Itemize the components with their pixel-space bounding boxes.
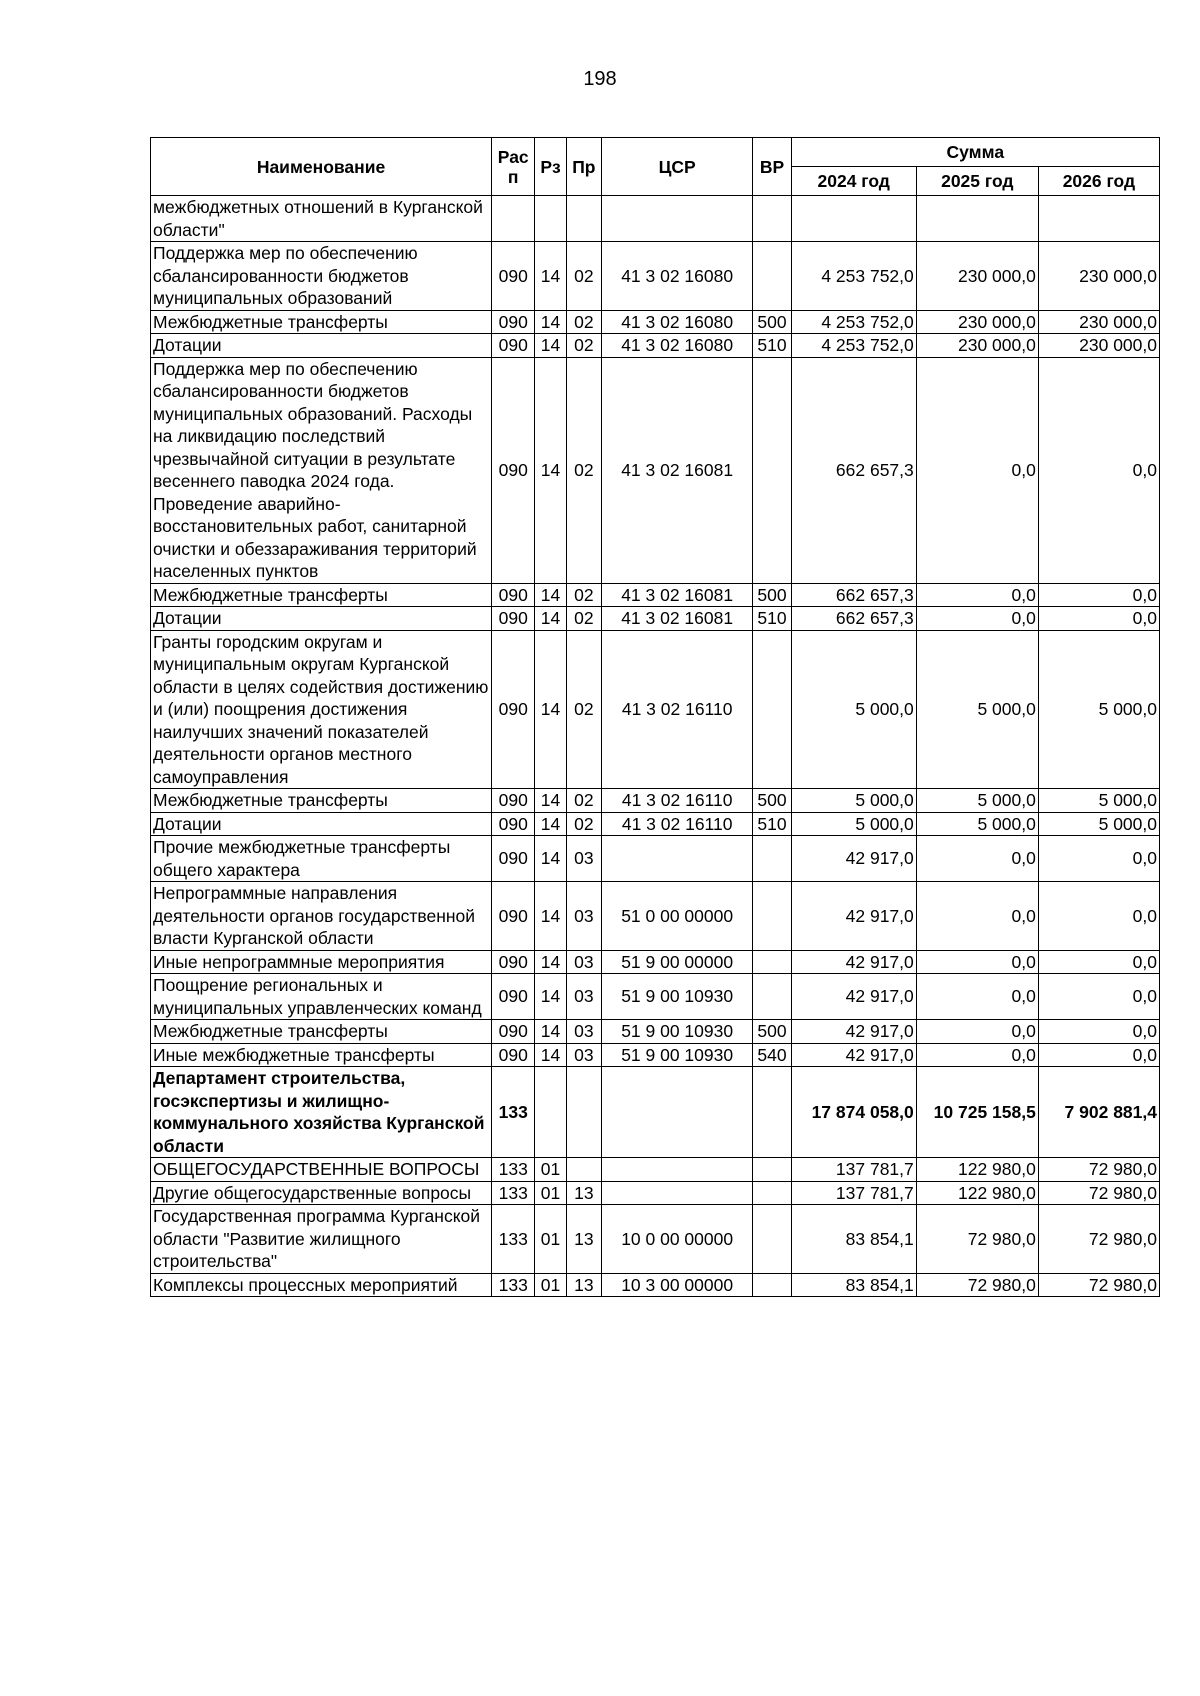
cell-csr: [601, 1181, 752, 1205]
cell-sum-2024: 42 917,0: [791, 974, 916, 1020]
cell-vr: [753, 357, 791, 583]
header-rz: Рз: [535, 138, 566, 196]
cell-sum-2025: 230 000,0: [916, 334, 1038, 358]
cell-sum-2025: 72 980,0: [916, 1205, 1038, 1274]
cell-sum-2026: 230 000,0: [1038, 310, 1159, 334]
cell-sum-2026: 5 000,0: [1038, 812, 1159, 836]
cell-csr: 41 3 02 16110: [601, 789, 752, 813]
cell-pr: 13: [566, 1205, 601, 1274]
cell-rz: 01: [535, 1205, 566, 1274]
cell-sum-2026: 0,0: [1038, 1043, 1159, 1067]
cell-sum-2026: 230 000,0: [1038, 242, 1159, 311]
cell-rasp: 090: [492, 812, 535, 836]
cell-rasp: 090: [492, 242, 535, 311]
cell-sum-2024: 42 917,0: [791, 882, 916, 951]
cell-sum-2024: 4 253 752,0: [791, 334, 916, 358]
cell-pr: 03: [566, 882, 601, 951]
table-row: [151, 974, 1160, 1020]
cell-sum-2024: [791, 196, 916, 242]
cell-sum-2026: 0,0: [1038, 836, 1159, 882]
cell-sum-2024: 83 854,1: [791, 1205, 916, 1274]
cell-csr: 10 0 00 00000: [601, 1205, 752, 1274]
cell-sum-2025: 5 000,0: [916, 789, 1038, 813]
cell-sum-2025: 5 000,0: [916, 630, 1038, 789]
cell-name: Гранты городским округам и муниципальным округам Курганской области в целях содействия достижению и (или) поощрения достижения наилучших значений показателей деятельности органов местного самоуправления: [151, 630, 492, 789]
cell-rz: 14: [535, 974, 566, 1020]
cell-sum-2026: 5 000,0: [1038, 630, 1159, 789]
header-rasp: Рас п: [492, 138, 535, 196]
cell-sum-2025: 0,0: [916, 950, 1038, 974]
cell-pr: [566, 1067, 601, 1158]
header-name: Наименование: [151, 138, 492, 196]
cell-vr: [753, 836, 791, 882]
cell-name: межбюджетных отношений в Курганской области": [151, 196, 492, 242]
cell-rz: 14: [535, 607, 566, 631]
cell-sum-2026: 72 980,0: [1038, 1273, 1159, 1297]
cell-pr: 03: [566, 1020, 601, 1044]
cell-sum-2024: 83 854,1: [791, 1273, 916, 1297]
cell-name: Непрограммные направления деятельности органов государственной власти Курганской области: [151, 882, 492, 951]
cell-name: Государственная программа Курганской области "Развитие жилищного строительства": [151, 1205, 492, 1274]
cell-rasp: 090: [492, 583, 535, 607]
cell-rz: 14: [535, 836, 566, 882]
cell-rasp: 133: [492, 1181, 535, 1205]
cell-sum-2024: 662 657,3: [791, 583, 916, 607]
table-row: [151, 607, 1160, 631]
cell-vr: [753, 1067, 791, 1158]
cell-pr: 02: [566, 812, 601, 836]
cell-sum-2025: 0,0: [916, 583, 1038, 607]
cell-rz: 14: [535, 242, 566, 311]
cell-vr: [753, 1205, 791, 1274]
table-row: [151, 630, 1160, 789]
header-csr: ЦСР: [601, 138, 752, 196]
cell-name: Межбюджетные трансферты: [151, 1020, 492, 1044]
cell-csr: 51 9 00 10930: [601, 974, 752, 1020]
table-row: [151, 310, 1160, 334]
cell-name: Другие общегосударственные вопросы: [151, 1181, 492, 1205]
cell-rasp: 133: [492, 1273, 535, 1297]
table-row: [151, 357, 1160, 583]
cell-vr: 510: [753, 334, 791, 358]
cell-name: Поддержка мер по обеспечению сбалансированности бюджетов муниципальных образований: [151, 242, 492, 311]
cell-sum-2025: 0,0: [916, 607, 1038, 631]
cell-name: Департамент строительства, госэкспертизы и жилищно-коммунального хозяйства Курганской области: [151, 1067, 492, 1158]
cell-pr: 02: [566, 310, 601, 334]
table-row: [151, 950, 1160, 974]
cell-rasp: 090: [492, 950, 535, 974]
cell-name: Дотации: [151, 334, 492, 358]
table-row-department: [151, 1067, 1160, 1158]
cell-rz: 14: [535, 1043, 566, 1067]
cell-sum-2025: 230 000,0: [916, 310, 1038, 334]
cell-pr: [566, 196, 601, 242]
page-number: 198: [583, 68, 617, 90]
table-row: [151, 334, 1160, 358]
cell-sum-2025: 122 980,0: [916, 1158, 1038, 1182]
cell-sum-2024: 662 657,3: [791, 357, 916, 583]
cell-sum-2025: 0,0: [916, 1043, 1038, 1067]
cell-csr: 41 3 02 16110: [601, 812, 752, 836]
cell-sum-2026: 72 980,0: [1038, 1181, 1159, 1205]
cell-pr: 02: [566, 607, 601, 631]
cell-pr: 13: [566, 1273, 601, 1297]
header-year-2025: 2025 год: [916, 167, 1038, 196]
cell-sum-2025: [916, 196, 1038, 242]
cell-vr: 510: [753, 607, 791, 631]
cell-sum-2024: 17 874 058,0: [791, 1067, 916, 1158]
cell-csr: 41 3 02 16080: [601, 242, 752, 311]
cell-vr: [753, 950, 791, 974]
header-year-2024: 2024 год: [791, 167, 916, 196]
cell-rz: 14: [535, 334, 566, 358]
cell-sum-2024: 42 917,0: [791, 836, 916, 882]
cell-vr: 510: [753, 812, 791, 836]
cell-rz: 14: [535, 950, 566, 974]
cell-rasp: 090: [492, 1043, 535, 1067]
cell-pr: 03: [566, 1043, 601, 1067]
cell-rasp: 090: [492, 789, 535, 813]
cell-sum-2024: 5 000,0: [791, 812, 916, 836]
cell-pr: 02: [566, 357, 601, 583]
cell-sum-2025: 0,0: [916, 357, 1038, 583]
cell-rasp: 090: [492, 334, 535, 358]
cell-sum-2026: 0,0: [1038, 583, 1159, 607]
cell-name: Дотации: [151, 607, 492, 631]
cell-csr: [601, 1067, 752, 1158]
cell-pr: 03: [566, 950, 601, 974]
cell-pr: 02: [566, 789, 601, 813]
cell-csr: 41 3 02 16081: [601, 583, 752, 607]
cell-rz: 14: [535, 882, 566, 951]
cell-sum-2025: 0,0: [916, 1020, 1038, 1044]
cell-sum-2026: 0,0: [1038, 357, 1159, 583]
cell-sum-2025: 10 725 158,5: [916, 1067, 1038, 1158]
cell-name: ОБЩЕГОСУДАРСТВЕННЫЕ ВОПРОСЫ: [151, 1158, 492, 1182]
cell-vr: [753, 882, 791, 951]
cell-rasp: 090: [492, 882, 535, 951]
cell-vr: 500: [753, 310, 791, 334]
cell-rz: [535, 196, 566, 242]
cell-name: Иные межбюджетные трансферты: [151, 1043, 492, 1067]
cell-rasp: 090: [492, 357, 535, 583]
cell-sum-2025: 0,0: [916, 974, 1038, 1020]
cell-name: Иные непрограммные мероприятия: [151, 950, 492, 974]
cell-name: Прочие межбюджетные трансферты общего характера: [151, 836, 492, 882]
cell-sum-2026: 0,0: [1038, 974, 1159, 1020]
cell-rz: 14: [535, 583, 566, 607]
cell-rasp: 090: [492, 607, 535, 631]
cell-csr: [601, 836, 752, 882]
table-row: [151, 1181, 1160, 1205]
cell-csr: [601, 196, 752, 242]
cell-csr: 41 3 02 16110: [601, 630, 752, 789]
cell-vr: [753, 974, 791, 1020]
table-row: [151, 583, 1160, 607]
cell-rz: 14: [535, 812, 566, 836]
cell-sum-2025: 0,0: [916, 836, 1038, 882]
cell-rasp: 133: [492, 1067, 535, 1158]
cell-vr: [753, 242, 791, 311]
cell-pr: 03: [566, 974, 601, 1020]
cell-sum-2025: 72 980,0: [916, 1273, 1038, 1297]
table-row: [151, 1043, 1160, 1067]
header-sum: Сумма: [791, 138, 1159, 167]
cell-sum-2025: 5 000,0: [916, 812, 1038, 836]
cell-rasp: 090: [492, 630, 535, 789]
cell-vr: [753, 1181, 791, 1205]
cell-csr: 51 9 00 00000: [601, 950, 752, 974]
cell-sum-2025: 122 980,0: [916, 1181, 1038, 1205]
table-row: [151, 812, 1160, 836]
cell-rz: 14: [535, 310, 566, 334]
cell-csr: [601, 1158, 752, 1182]
cell-vr: 540: [753, 1043, 791, 1067]
cell-vr: 500: [753, 1020, 791, 1044]
cell-rz: 14: [535, 789, 566, 813]
cell-sum-2026: 5 000,0: [1038, 789, 1159, 813]
cell-vr: [753, 630, 791, 789]
cell-sum-2026: 0,0: [1038, 607, 1159, 631]
cell-csr: 51 9 00 10930: [601, 1020, 752, 1044]
cell-sum-2025: 0,0: [916, 882, 1038, 951]
cell-rz: 14: [535, 357, 566, 583]
cell-csr: 41 3 02 16080: [601, 310, 752, 334]
cell-name: Комплексы процессных мероприятий: [151, 1273, 492, 1297]
cell-name: Межбюджетные трансферты: [151, 310, 492, 334]
cell-sum-2026: [1038, 196, 1159, 242]
table-row: [151, 836, 1160, 882]
cell-sum-2024: 4 253 752,0: [791, 310, 916, 334]
table-row: [151, 1205, 1160, 1274]
header-vr: ВР: [753, 138, 791, 196]
cell-pr: 02: [566, 334, 601, 358]
table-row: [151, 882, 1160, 951]
cell-rasp: [492, 196, 535, 242]
cell-csr: 51 0 00 00000: [601, 882, 752, 951]
table-row: [151, 789, 1160, 813]
cell-sum-2024: 42 917,0: [791, 1043, 916, 1067]
cell-pr: [566, 1158, 601, 1182]
budget-table: [150, 137, 1160, 1297]
cell-sum-2026: 72 980,0: [1038, 1158, 1159, 1182]
cell-pr: 02: [566, 583, 601, 607]
cell-pr: 13: [566, 1181, 601, 1205]
cell-sum-2026: 0,0: [1038, 950, 1159, 974]
table-row: [151, 196, 1160, 242]
cell-vr: 500: [753, 583, 791, 607]
cell-sum-2024: 42 917,0: [791, 950, 916, 974]
cell-rasp: 090: [492, 310, 535, 334]
cell-name: Дотации: [151, 812, 492, 836]
header-year-2026: 2026 год: [1038, 167, 1159, 196]
cell-csr: 51 9 00 10930: [601, 1043, 752, 1067]
cell-sum-2026: 0,0: [1038, 1020, 1159, 1044]
cell-rasp: 090: [492, 974, 535, 1020]
cell-sum-2024: 5 000,0: [791, 630, 916, 789]
table-row: [151, 242, 1160, 311]
cell-name: Поддержка мер по обеспечению сбалансированности бюджетов муниципальных образований. Расходы на ликвидацию последствий чрезвычайной ситуации в результате весеннего паводка 2024 года. Проведение аварийно-восстановительных работ, санитарной очистки и обеззараживания территорий населенных пунктов: [151, 357, 492, 583]
cell-sum-2026: 230 000,0: [1038, 334, 1159, 358]
cell-rz: 01: [535, 1158, 566, 1182]
cell-pr: 02: [566, 630, 601, 789]
cell-sum-2025: 230 000,0: [916, 242, 1038, 311]
cell-vr: [753, 1158, 791, 1182]
table-row: [151, 1020, 1160, 1044]
cell-name: Межбюджетные трансферты: [151, 789, 492, 813]
cell-sum-2024: 42 917,0: [791, 1020, 916, 1044]
cell-rz: [535, 1067, 566, 1158]
cell-name: Поощрение региональных и муниципальных управленческих команд: [151, 974, 492, 1020]
cell-pr: 03: [566, 836, 601, 882]
cell-sum-2026: 7 902 881,4: [1038, 1067, 1159, 1158]
cell-vr: [753, 1273, 791, 1297]
cell-rasp: 133: [492, 1205, 535, 1274]
cell-sum-2026: 0,0: [1038, 882, 1159, 951]
cell-sum-2024: 137 781,7: [791, 1181, 916, 1205]
cell-rz: 01: [535, 1273, 566, 1297]
header-pr: Пр: [566, 138, 601, 196]
table-row: [151, 1158, 1160, 1182]
cell-vr: 500: [753, 789, 791, 813]
cell-vr: [753, 196, 791, 242]
cell-rz: 14: [535, 1020, 566, 1044]
cell-sum-2024: 5 000,0: [791, 789, 916, 813]
table-row: [151, 1273, 1160, 1297]
cell-csr: 41 3 02 16080: [601, 334, 752, 358]
cell-pr: 02: [566, 242, 601, 311]
cell-csr: 41 3 02 16081: [601, 357, 752, 583]
cell-sum-2024: 662 657,3: [791, 607, 916, 631]
cell-sum-2026: 72 980,0: [1038, 1205, 1159, 1274]
cell-rasp: 090: [492, 1020, 535, 1044]
cell-name: Межбюджетные трансферты: [151, 583, 492, 607]
cell-sum-2024: 137 781,7: [791, 1158, 916, 1182]
cell-csr: 41 3 02 16081: [601, 607, 752, 631]
cell-rasp: 133: [492, 1158, 535, 1182]
cell-rasp: 090: [492, 836, 535, 882]
cell-rz: 14: [535, 630, 566, 789]
cell-sum-2024: 4 253 752,0: [791, 242, 916, 311]
cell-rz: 01: [535, 1181, 566, 1205]
cell-csr: 10 3 00 00000: [601, 1273, 752, 1297]
